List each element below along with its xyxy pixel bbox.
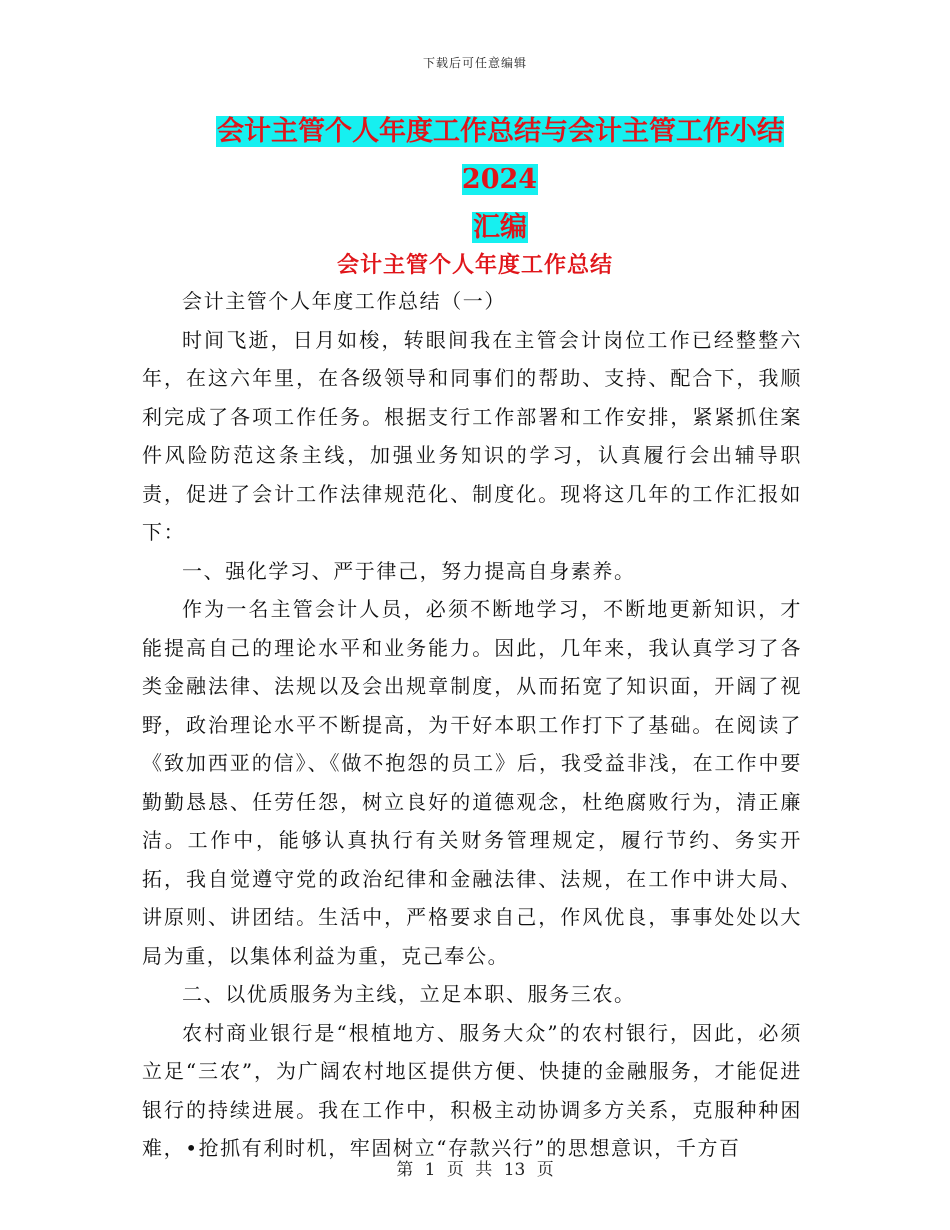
paragraph: 会计主管个人年度工作总结（一） (182, 289, 506, 313)
header-note: 下载后可任意编辑 (422, 56, 527, 70)
paragraph: 时间飞逝，日月如梭，转眼间我在主管会计岗位工作已经整整六年，在这六年里，在各级领导和同事们的帮助、支持、配合下，我顺利完成了各项工作任务。根据支行工作部署和工作安排，紧紧抓住案件风险防范这条主线，加强业务知识的学习，认真履行会出辅导职责，促进了会计工作法律规范化、制度化。现将这几年的工作汇报如下： (142, 327, 802, 544)
title-line-2: 汇编 (473, 212, 527, 243)
body-text (142, 282, 802, 1168)
document-title (190, 108, 810, 252)
paragraph: 一、强化学习、严于律己，努力提高自身素养。 (182, 558, 636, 583)
page-number-footer: 第 1 页 共 13 页 (396, 1160, 554, 1180)
title-line-1: 会计主管个人年度工作总结与会计主管工作小结 2024 (217, 116, 784, 195)
paragraph: 农村商业银行是“根植地方、服务大众”的农村银行，因此，必须立足“三农”，为广阔农村地区提供方便、快捷的金融服务，才能促进银行的持续进展。我在工作中，积极主动协调多方关系，克服种种困难，•抢抓有利时机，牢固树立“存款兴行”的思想意识，千方百 (142, 1020, 802, 1160)
paragraph: 作为一名主管会计人员，必须不断地学习，不断地更新知识，才能提高自己的理论水平和业务能力。因此，几年来，我认真学习了各类金融法律、法规以及会出规章制度，从而拓宽了知识面，开阔了视野，政治理论水平不断提高，为干好本职工作打下了基础。在阅读了《致加西亚的信》、《做不抱怨的员工》后，我受益非浅，在工作中要勤勤恳恳、任劳任怨，树立良好的道德观念，杜绝腐败行为，清正廉洁。工作中，能够认真执行有关财务管理规定，履行节约、务实开拓，我自觉遵守党的政治纪律和金融法律、法规，在工作中讲大局、讲原则、讲团结。生活中，严格要求自己，作风优良，事事处处以大局为重，以集体利益为重，克己奉公。 (142, 597, 802, 968)
section-title: 会计主管个人年度工作总结 (336, 252, 613, 278)
paragraph: 二、以优质服务为主线，立足本职、服务三农。 (182, 982, 636, 1006)
